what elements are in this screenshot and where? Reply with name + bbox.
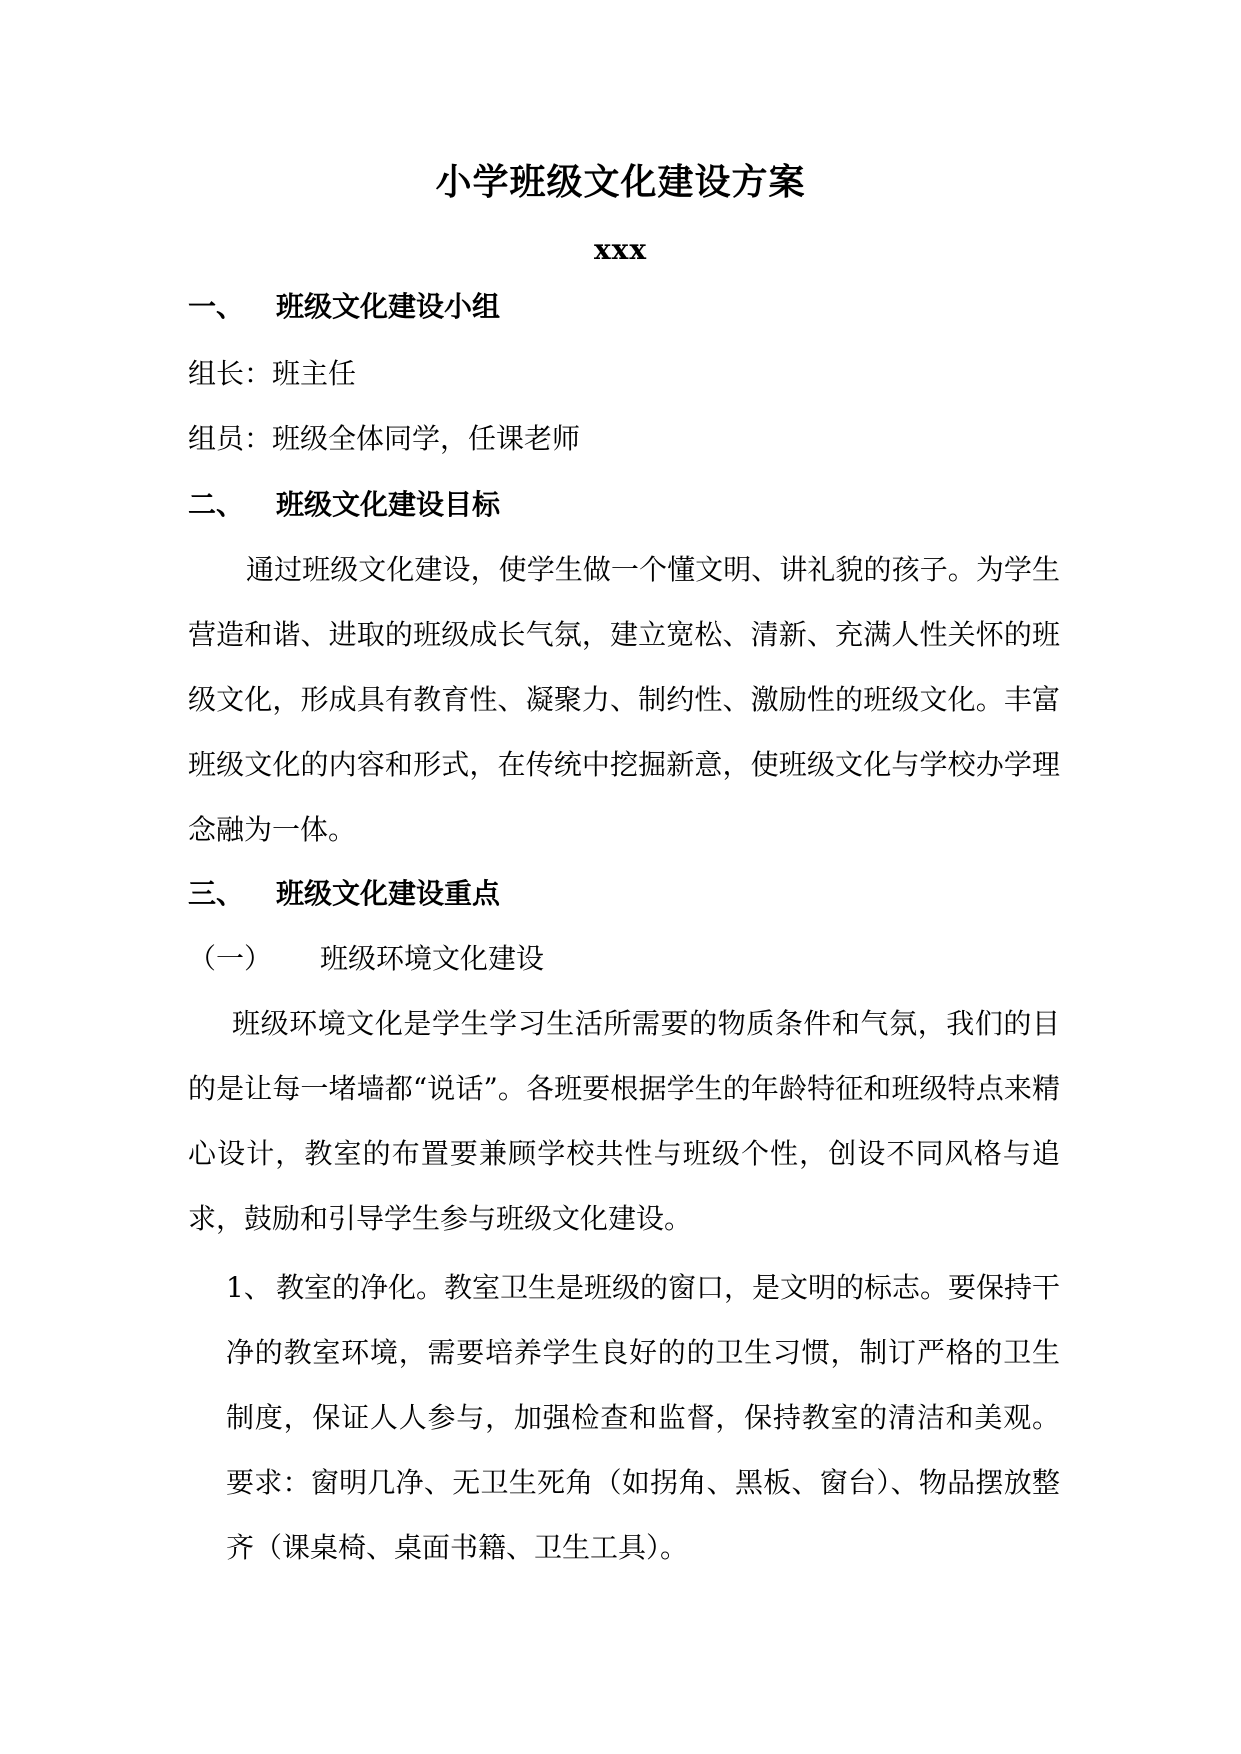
section-1-title: 班级文化建设小组 bbox=[276, 290, 501, 323]
section-1-number: 一、 bbox=[188, 290, 245, 323]
section-2-paragraph: 通过班级文化建设，使学生做一个懂文明、讲礼貌的孩子。为学生营造和谐、进取的班级成长气氛，建立宽松、清新、充满人性关怀的班级文化，形成具有教育性、凝聚力、制约性、激励性的班级文化。丰富班级文化的内容和形式，在传统中挖掘新意，使班级文化与学校办学理念融为一体。 bbox=[188, 553, 1060, 846]
subsection-1-number: （一） bbox=[188, 942, 273, 975]
section-2-number: 二、 bbox=[188, 488, 245, 521]
section-2-title: 班级文化建设目标 bbox=[276, 488, 501, 521]
section-2-heading bbox=[188, 483, 500, 527]
list-item-1-number: 1、 bbox=[226, 1271, 272, 1304]
section-3-title: 班级文化建设重点 bbox=[276, 877, 501, 910]
subsection-1-heading bbox=[188, 937, 544, 981]
list-item-1-text: 教室的净化。教室卫生是班级的窗口，是文明的标志。要保持干净的教室环境，需要培养学生良好的的卫生习惯，制订严格的卫生制度，保证人人参与，加强检查和监督，保持教室的清洁和美观。要求：窗明几净、无卫生死角（如拐角、黑板、窗台）、物品摆放整齐（课桌椅、桌面书籍、卫生工具）。 bbox=[226, 1271, 1061, 1564]
list-item-1 bbox=[226, 1255, 1060, 1580]
subsection-1-paragraph: 班级环境文化是学生学习生活所需要的物质条件和气氛，我们的目的是让每一堵墙都“说话”。各班要根据学生的年龄特征和班级特点来精心设计，教室的布置要兼顾学校共性与班级个性，创设不同风格与追求，鼓励和引导学生参与班级文化建设。 bbox=[188, 1007, 1060, 1235]
subsection-1-title: 班级环境文化建设 bbox=[320, 942, 545, 975]
section-1-heading bbox=[188, 285, 500, 329]
group-members-line: 组员：班级全体同学，任课老师 bbox=[188, 422, 581, 455]
document-author: xxx bbox=[593, 233, 648, 266]
section-3-number: 三、 bbox=[188, 877, 245, 910]
section-3-heading bbox=[188, 872, 500, 916]
document-title: 小学班级文化建设方案 bbox=[435, 161, 806, 203]
group-leader-line: 组长：班主任 bbox=[188, 357, 357, 390]
